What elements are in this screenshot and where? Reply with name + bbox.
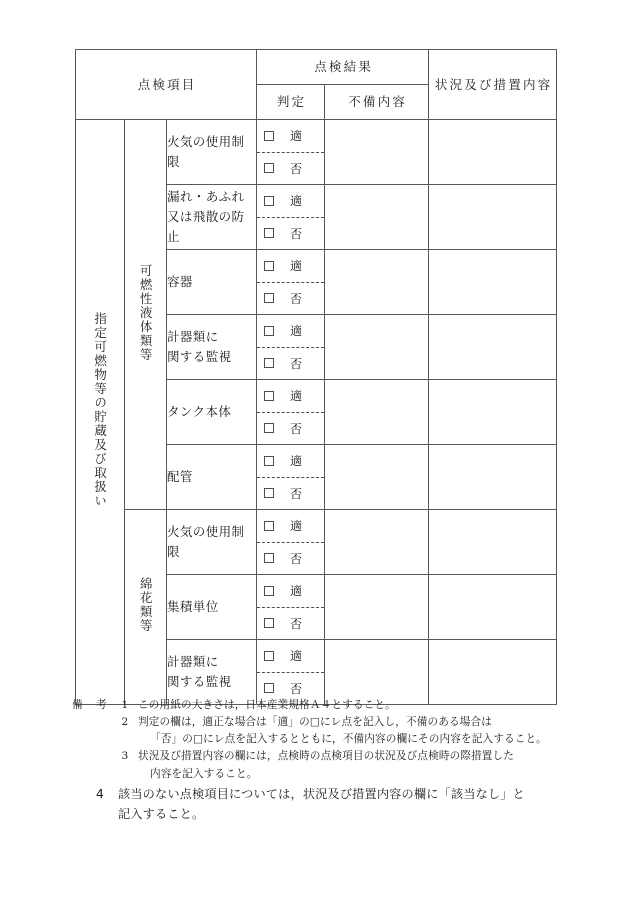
subgroup-label-text: 可燃性液体類等 — [138, 263, 154, 362]
judgement-cell[interactable] — [257, 315, 325, 380]
judgement-option-ok[interactable] — [257, 575, 324, 608]
judgement-label-ng: 否 — [290, 356, 304, 371]
deficiency-input-cell[interactable] — [325, 445, 429, 510]
judgement-option-ok[interactable] — [257, 445, 324, 478]
judgement-label-ok: 適 — [290, 194, 304, 209]
notes-section — [72, 697, 582, 825]
situation-input-cell[interactable] — [429, 575, 557, 640]
checkbox-icon-ng[interactable] — [264, 618, 274, 628]
header-judgement: 判定 — [257, 85, 325, 120]
judgement-label-ng: 否 — [290, 486, 304, 501]
inspection-item-name: 容器 — [167, 250, 257, 315]
header-inspection-result: 点検結果 — [257, 50, 429, 85]
deficiency-input-cell[interactable] — [325, 640, 429, 705]
judgement-option-ok[interactable] — [257, 120, 324, 153]
deficiency-input-cell[interactable] — [325, 575, 429, 640]
judgement-label-ok: 適 — [290, 649, 304, 664]
situation-input-cell[interactable] — [429, 315, 557, 380]
judgement-option-ng[interactable] — [257, 608, 324, 640]
judgement-label-ok: 適 — [290, 454, 304, 469]
judgement-option-ng[interactable] — [257, 413, 324, 445]
judgement-label-ng: 否 — [290, 616, 304, 631]
deficiency-input-cell[interactable] — [325, 185, 429, 250]
judgement-label-ok: 適 — [290, 129, 304, 144]
note-number: 3 — [121, 750, 129, 763]
deficiency-input-cell[interactable] — [325, 315, 429, 380]
inspection-item-name: 漏れ・あふれ 又は飛散の防 止 — [167, 185, 257, 250]
judgement-label-ok: 適 — [290, 389, 304, 404]
group-label-main-text: 指定可燃物等の貯蔵及び取扱い — [92, 312, 108, 508]
situation-input-cell[interactable] — [429, 380, 557, 445]
header-situation-measures: 状況及び措置内容 — [429, 50, 557, 120]
inspection-item-name: 火気の使用制 限 — [167, 510, 257, 575]
judgement-cell[interactable] — [257, 380, 325, 445]
judgement-option-ok[interactable] — [257, 315, 324, 348]
judgement-label-ok: 適 — [290, 324, 304, 339]
checkbox-icon-ok[interactable] — [264, 196, 274, 206]
checkbox-icon-ok[interactable] — [264, 131, 274, 141]
note-text-line: 「否」の□にレ点を記入するとともに，不備内容の欄にその内容を記入すること。 — [150, 733, 547, 746]
note-text: 状況及び措置内容の欄には，点検時の点検項目の状況及び点検時の際措置した 内容を記入すること。 — [138, 748, 582, 782]
note-number: 2 — [121, 716, 129, 729]
checkbox-icon-ng[interactable] — [264, 163, 274, 173]
checkbox-icon-ok[interactable] — [264, 651, 274, 661]
checkbox-icon-ng[interactable] — [264, 488, 274, 498]
judgement-label-ng: 否 — [290, 291, 304, 306]
notes-label: 備 考 — [72, 699, 112, 711]
deficiency-input-cell[interactable] — [325, 120, 429, 185]
header-row-top — [76, 50, 557, 85]
group-label-main — [76, 120, 125, 705]
deficiency-input-cell[interactable] — [325, 380, 429, 445]
judgement-option-ok[interactable] — [257, 380, 324, 413]
checkbox-icon-ng[interactable] — [264, 358, 274, 368]
inspection-item-name: 計器類に 関する監視 — [167, 640, 257, 705]
judgement-label-ng: 否 — [290, 681, 304, 696]
checkbox-icon-ok[interactable] — [264, 261, 274, 271]
checkbox-icon-ok[interactable] — [264, 586, 274, 596]
checkbox-icon-ng[interactable] — [264, 553, 274, 563]
judgement-cell[interactable] — [257, 250, 325, 315]
table-row — [76, 510, 557, 575]
note-text: 該当のない点検項目については，状況及び措置内容の欄に「該当なし」と 記入すること。 — [118, 784, 582, 825]
judgement-label-ok: 適 — [290, 584, 304, 599]
judgement-cell[interactable] — [257, 445, 325, 510]
note-number: 1 — [121, 699, 129, 711]
checkbox-icon-ok[interactable] — [264, 456, 274, 466]
judgement-label-ng: 否 — [290, 226, 304, 241]
judgement-label-ng: 否 — [290, 161, 304, 176]
judgement-option-ok[interactable] — [257, 185, 324, 218]
checkbox-icon-ok[interactable] — [264, 326, 274, 336]
situation-input-cell[interactable] — [429, 445, 557, 510]
note-text: 判定の欄は，適正な場合は「適」の□にレ点を記入し，不備のある場合は 「否」の□にレ点を記入するとともに，不備内容の欄にその内容を記入すること。 — [138, 714, 582, 748]
header-deficiency: 不備内容 — [325, 85, 429, 120]
judgement-option-ok[interactable] — [257, 510, 324, 543]
note-item-1 — [72, 697, 582, 714]
situation-input-cell[interactable] — [429, 250, 557, 315]
inspection-table — [75, 49, 557, 705]
judgement-label-ok: 適 — [290, 259, 304, 274]
judgement-option-ng[interactable] — [257, 218, 324, 250]
judgement-label-ng: 否 — [290, 421, 304, 436]
note-item-3 — [72, 748, 582, 782]
checkbox-icon-ng[interactable] — [264, 293, 274, 303]
header-inspection-items: 点検項目 — [76, 50, 257, 120]
judgement-option-ok[interactable] — [257, 250, 324, 283]
checkbox-icon-ok[interactable] — [264, 521, 274, 531]
table-row — [76, 120, 557, 185]
judgement-label-ok: 適 — [290, 519, 304, 534]
situation-input-cell[interactable] — [429, 510, 557, 575]
checkbox-icon-ok[interactable] — [264, 391, 274, 401]
deficiency-input-cell[interactable] — [325, 510, 429, 575]
checkbox-icon-ng[interactable] — [264, 228, 274, 238]
subgroup-label-1 — [125, 510, 167, 705]
judgement-label-ng: 否 — [290, 551, 304, 566]
note-text: この用紙の大きさは，日本産業規格Ａ４とすること。 — [138, 699, 396, 711]
judgement-option-ng[interactable] — [257, 543, 324, 575]
judgement-cell[interactable] — [257, 510, 325, 575]
inspection-item-name: 計器類に 関する監視 — [167, 315, 257, 380]
judgement-option-ng[interactable] — [257, 348, 324, 380]
subgroup-label-text: 綿花類等 — [138, 577, 154, 633]
inspection-item-name: タンク本体 — [167, 380, 257, 445]
note-item-4 — [72, 784, 582, 825]
note-item-2 — [72, 714, 582, 748]
subgroup-label-0 — [125, 120, 167, 510]
note-number: 4 — [96, 786, 104, 801]
judgement-option-ng[interactable] — [257, 283, 324, 315]
checkbox-icon-ng[interactable] — [264, 683, 274, 693]
situation-input-cell[interactable] — [429, 185, 557, 250]
judgement-cell[interactable] — [257, 640, 325, 705]
judgement-option-ok[interactable] — [257, 640, 324, 673]
judgement-option-ng[interactable] — [257, 478, 324, 510]
judgement-cell[interactable] — [257, 120, 325, 185]
checkbox-icon-ng[interactable] — [264, 423, 274, 433]
note-text-line: 記入すること。 — [118, 807, 205, 822]
note-text-line: 内容を記入すること。 — [150, 767, 258, 780]
situation-input-cell[interactable] — [429, 120, 557, 185]
inspection-item-name: 集積単位 — [167, 575, 257, 640]
deficiency-input-cell[interactable] — [325, 250, 429, 315]
judgement-option-ng[interactable] — [257, 153, 324, 185]
inspection-item-name: 火気の使用制 限 — [167, 120, 257, 185]
judgement-cell[interactable] — [257, 575, 325, 640]
situation-input-cell[interactable] — [429, 640, 557, 705]
inspection-item-name: 配管 — [167, 445, 257, 510]
judgement-cell[interactable] — [257, 185, 325, 250]
